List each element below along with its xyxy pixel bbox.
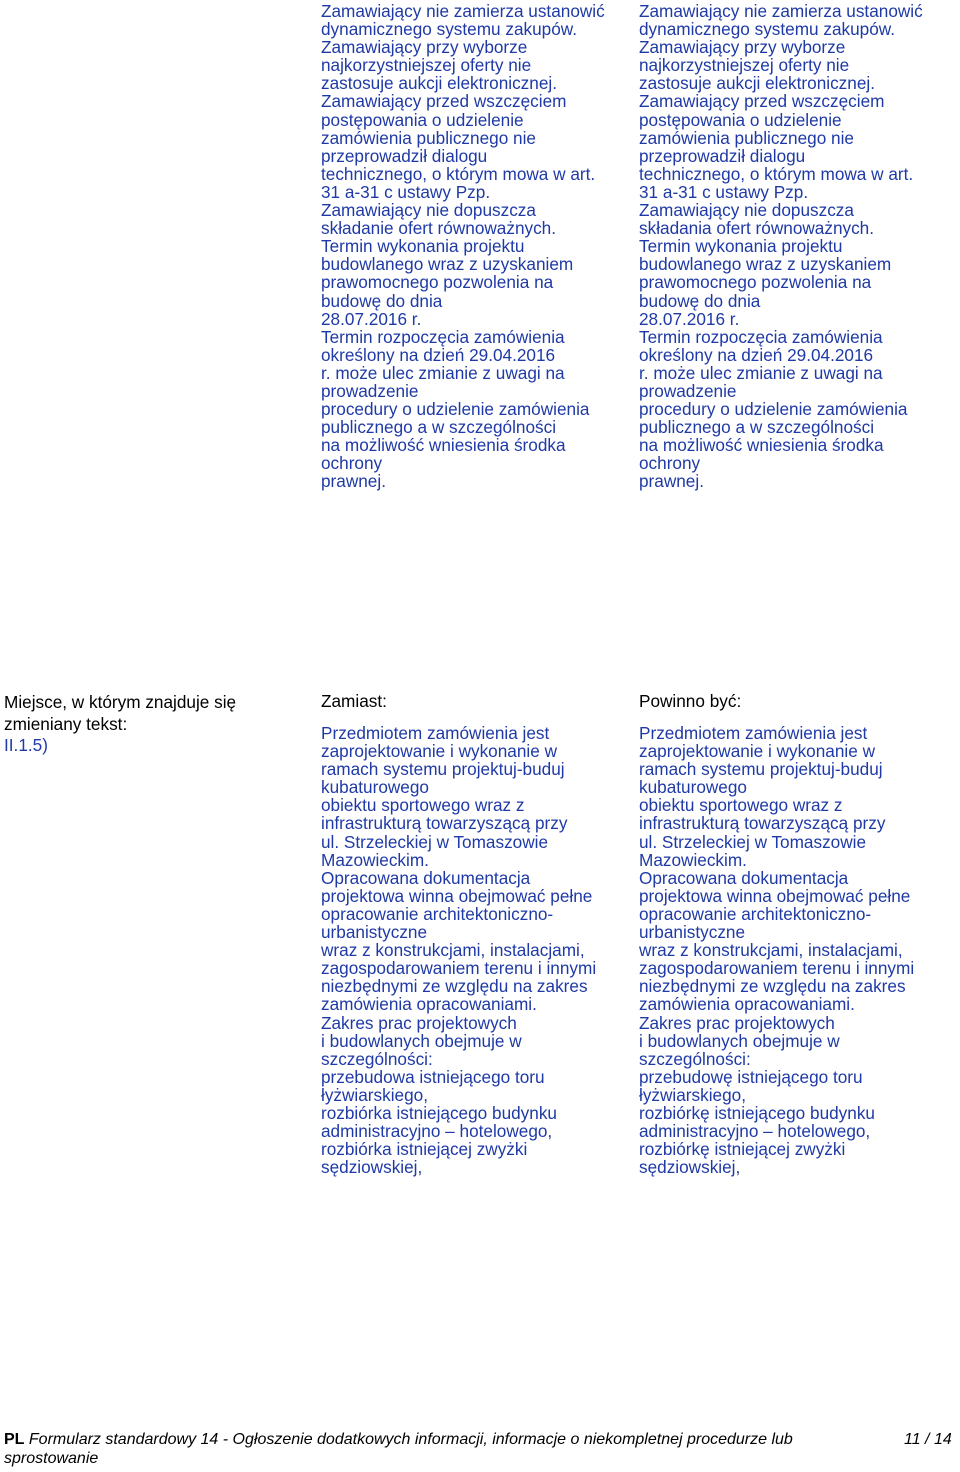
footer-line-1 — [4, 1430, 960, 1449]
text-line: zastosuje aukcji elektronicznej. — [639, 73, 875, 94]
text-line: kubaturowego — [321, 777, 429, 798]
text-line: przebudowa istniejącego toru — [321, 1066, 545, 1087]
text-line: prawomocnego pozwolenia na — [639, 272, 872, 293]
text-line: zastosuje aukcji elektronicznej. — [321, 73, 557, 94]
text-line: zamówienia publicznego nie — [639, 127, 854, 148]
text-line: Mazowieckim. — [321, 849, 429, 870]
text-line: Termin wykonania projektu — [321, 236, 525, 257]
text-line: 31 a-31 c ustawy Pzp. — [639, 181, 809, 202]
text-line: rozbiórkę istniejącej zwyżki — [639, 1139, 846, 1160]
text-line: najkorzystniejszej oferty nie — [639, 55, 850, 76]
text-line: rozbiórkę istniejącego budynku — [639, 1102, 875, 1123]
text-line: łyżwiarskiego, — [321, 1084, 428, 1105]
text-line: procedury o udzielenie zamówienia — [321, 399, 590, 420]
text-line: i budowlanych obejmuje w — [321, 1030, 522, 1051]
text-line: określony na dzień 29.04.2016 — [321, 344, 556, 365]
text-line: infrastrukturą towarzyszącą przy — [639, 813, 886, 834]
text-line: ochrony — [639, 453, 701, 474]
text-line: Termin wykonania projektu — [639, 236, 843, 257]
text-line: budowlanego wraz z uzyskaniem — [321, 254, 574, 275]
text-line: szczególności: — [639, 1048, 751, 1069]
text-line: składanie ofert równoważnych. — [321, 218, 557, 239]
location-label-line-2: zmieniany tekst: — [4, 713, 128, 734]
text-line: wraz z konstrukcjami, instalacjami, — [639, 940, 903, 961]
text-line: budowę do dnia — [639, 290, 761, 311]
text-line: projektowa winna obejmować pełne — [321, 885, 593, 906]
text-line: wraz z konstrukcjami, instalacjami, — [321, 940, 585, 961]
text-line: urbanistyczne — [639, 922, 746, 943]
text-line: publicznego a w szczególności — [321, 417, 557, 438]
change-location-label — [4, 692, 236, 757]
text-line: r. może ulec zmianie z uwagi na — [321, 362, 565, 383]
powinno-heading: Powinno być: — [639, 691, 742, 711]
text-line: szczególności: — [321, 1048, 433, 1069]
text-line: prawnej. — [639, 471, 704, 492]
text-line: opracowanie architektoniczno- — [639, 903, 872, 924]
text-line: Przedmiotem zamówienia jest — [321, 723, 550, 743]
text-line: 28.07.2016 r. — [321, 308, 422, 329]
text-line: prowadzenie — [639, 380, 737, 401]
text-line: Termin rozpoczęcia zamówienia — [639, 326, 883, 347]
previous-text-column-top-old — [321, 2, 605, 491]
text-line: ramach systemu projektuj-buduj — [639, 759, 883, 780]
text-line: zamówienia opracowaniami. — [639, 994, 855, 1015]
text-line: Zamawiający nie zamierza ustanowić — [321, 1, 605, 21]
footer-language-code: PL — [4, 1431, 25, 1448]
location-label-line-1: Miejsce, w którym znajduje się — [4, 692, 237, 712]
text-line: sędziowskiej, — [639, 1157, 741, 1178]
text-line: technicznego, o którym mowa w art. — [321, 163, 596, 184]
text-line: Zamawiający nie dopuszcza — [639, 200, 854, 221]
text-line: prawnej. — [321, 471, 386, 492]
text-line: i budowlanych obejmuje w — [639, 1030, 840, 1051]
text-line: prowadzenie — [321, 380, 419, 401]
footer-form-title-continued: sprostowanie — [4, 1450, 99, 1467]
text-line: zamówienia opracowaniami. — [321, 994, 537, 1015]
text-line: technicznego, o którym mowa w art. — [639, 163, 914, 184]
powinno-text-column — [639, 724, 914, 1176]
text-line: postępowania o udzielenie — [321, 109, 524, 130]
text-line: ul. Strzeleckiej w Tomaszowie — [639, 831, 867, 852]
text-line: infrastrukturą towarzyszącą przy — [321, 813, 568, 834]
text-line: zaprojektowanie i wykonanie w — [639, 741, 875, 762]
text-line: ramach systemu projektuj-buduj — [321, 759, 565, 780]
text-line: ul. Strzeleckiej w Tomaszowie — [321, 831, 549, 852]
text-line: projektowa winna obejmować pełne — [639, 885, 911, 906]
text-line: przeprowadził dialogu — [321, 145, 488, 166]
text-line: Zamawiający przed wszczęciem — [639, 91, 885, 112]
page-footer — [4, 1430, 960, 1468]
text-line: obiektu sportowego wraz z — [639, 795, 843, 816]
text-line: na możliwość wniesienia środka — [321, 435, 566, 456]
text-line: składania ofert równoważnych. — [639, 218, 875, 239]
text-line: prawomocnego pozwolenia na — [321, 272, 554, 293]
text-line: budowę do dnia — [321, 290, 443, 311]
text-line: postępowania o udzielenie — [639, 109, 842, 130]
text-line: zaprojektowanie i wykonanie w — [321, 741, 557, 762]
text-line: Zakres prac projektowych — [321, 1012, 517, 1033]
text-line: Zamawiający przy wyborze — [321, 37, 528, 58]
text-line: publicznego a w szczególności — [639, 417, 875, 438]
text-line: dynamicznego systemu zakupów. — [639, 19, 896, 40]
text-line: procedury o udzielenie zamówienia — [639, 399, 908, 420]
text-line: r. może ulec zmianie z uwagi na — [639, 362, 883, 383]
text-line: określony na dzień 29.04.2016 — [639, 344, 874, 365]
text-line: zagospodarowaniem terenu i innymi — [321, 958, 597, 979]
footer-form-title: Formularz standardowy 14 - Ogłoszenie dodatkowych informacji, informacje o niekompletnej procedurze lub — [28, 1431, 793, 1448]
footer-page-number: 11 / 14 — [904, 1431, 952, 1448]
text-line: administracyjno – hotelowego, — [321, 1121, 553, 1142]
text-line: 28.07.2016 r. — [639, 308, 740, 329]
text-line: Opracowana dokumentacja — [639, 867, 849, 888]
text-line: niezbędnymi ze względu na zakres — [639, 976, 906, 997]
text-line: Mazowieckim. — [639, 849, 747, 870]
text-line: Przedmiotem zamówienia jest — [639, 723, 868, 743]
location-reference: II.1.5) — [4, 735, 48, 755]
text-line: obiektu sportowego wraz z — [321, 795, 525, 816]
previous-text-column-top-new — [639, 2, 923, 491]
text-line: przeprowadził dialogu — [639, 145, 806, 166]
text-line: rozbiórka istniejącej zwyżki — [321, 1139, 528, 1160]
text-line: sędziowskiej, — [321, 1157, 423, 1178]
text-line: zamówienia publicznego nie — [321, 127, 536, 148]
text-line: przebudowę istniejącego toru — [639, 1066, 863, 1087]
text-line: Zamawiający nie zamierza ustanowić — [639, 1, 923, 21]
text-line: budowlanego wraz z uzyskaniem — [639, 254, 892, 275]
text-line: najkorzystniejszej oferty nie — [321, 55, 532, 76]
text-line: łyżwiarskiego, — [639, 1084, 746, 1105]
text-line: Zamawiający nie dopuszcza — [321, 200, 536, 221]
text-line: kubaturowego — [639, 777, 747, 798]
text-line: ochrony — [321, 453, 383, 474]
text-line: Zamawiający przy wyborze — [639, 37, 846, 58]
zamiast-heading: Zamiast: — [321, 691, 387, 711]
text-line: urbanistyczne — [321, 922, 428, 943]
text-line: Zamawiający przed wszczęciem — [321, 91, 567, 112]
text-line: 31 a-31 c ustawy Pzp. — [321, 181, 491, 202]
text-line: niezbędnymi ze względu na zakres — [321, 976, 588, 997]
text-line: Opracowana dokumentacja — [321, 867, 531, 888]
text-line: administracyjno – hotelowego, — [639, 1121, 871, 1142]
zamiast-text-column — [321, 724, 596, 1176]
text-line: zagospodarowaniem terenu i innymi — [639, 958, 915, 979]
text-line: rozbiórka istniejącego budynku — [321, 1102, 557, 1123]
text-line: dynamicznego systemu zakupów. — [321, 19, 578, 40]
text-line: Zakres prac projektowych — [639, 1012, 835, 1033]
text-line: na możliwość wniesienia środka — [639, 435, 884, 456]
text-line: Termin rozpoczęcia zamówienia — [321, 326, 565, 347]
text-line: opracowanie architektoniczno- — [321, 903, 554, 924]
